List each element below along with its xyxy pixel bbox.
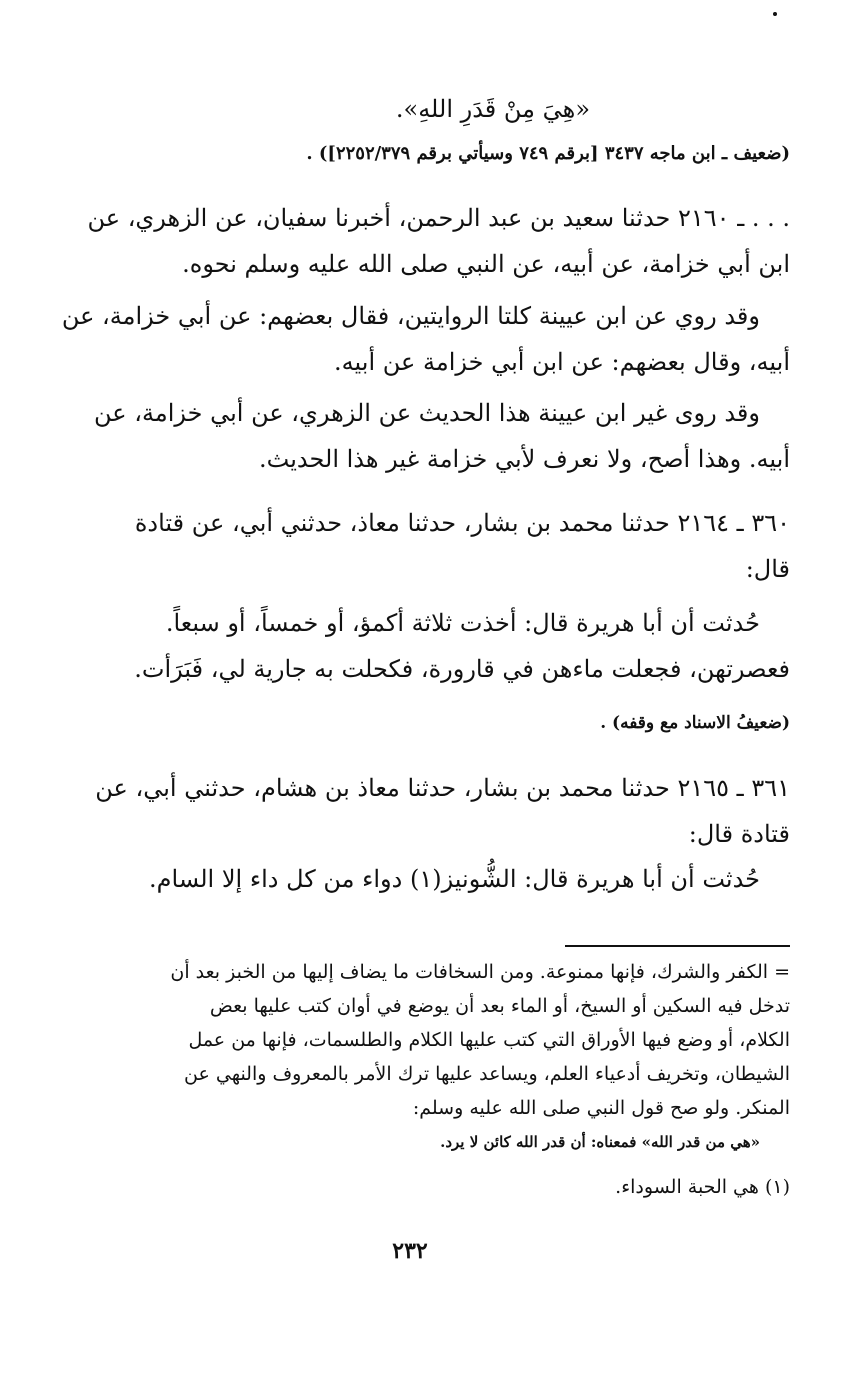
footnote-quote: «هي من قدر الله» فمعناه: أن قدر الله كائن لا يرد.: [440, 1133, 760, 1151]
page-number: ٢٣٢: [392, 1238, 428, 1264]
para-riwayah-line1: وقد روي عن ابن عيينة كلتا الروايتين، فقال بعضهم: عن أبي خزامة، عن: [61, 302, 760, 330]
hadith-360-grading: (ضعيفُ الاسناد مع وقفه) .: [600, 713, 790, 733]
hadith-360-grading-block: [30, 703, 790, 743]
footnote-1: (١) هي الحبة السوداء.: [615, 1176, 790, 1198]
hadith-2160-line1: . . . ـ ٢١٦٠ حدثنا سعيد بن عبد الرحمن، أخبرنا سفيان، عن الزهري، عن: [87, 204, 790, 232]
header-quote: «هِيَ مِنْ قَدَرِ اللهِ».: [395, 95, 590, 123]
footnote-line: تدخل فيه السكين أو السيخ، أو الماء بعد أن يوضع في أوان كتب عليها بعض: [209, 995, 790, 1017]
footnote-quote-block: [30, 1126, 790, 1158]
hadith-2160: [30, 195, 790, 287]
hadith-360-text2: فعصرتهن، فجعلت ماءهن في قارورة، فكحلت به جارية لي، فَبَرَأت.: [134, 655, 790, 683]
para-riwayah: [30, 293, 790, 385]
para-ghayr: [30, 390, 790, 482]
hadith-361-line1: ٣٦١ ـ ٢١٦٥ حدثنا محمد بن بشار، حدثنا معاذ بن هشام، حدثني أبي، عن: [95, 774, 790, 802]
hadith-360-text: [30, 600, 790, 692]
hadith-2160-line2: ابن أبي خزامة، عن أبيه، عن النبي صلى الله عليه وسلم نحوه.: [182, 250, 790, 278]
hadith-360-text1: حُدثت أن أبا هريرة قال: أخذت ثلاثة أكمؤ، أو خمساً، أو سبعاً.: [165, 609, 760, 637]
para-ghayr-line1: وقد روى غير ابن عيينة هذا الحديث عن الزهري، عن أبي خزامة، عن: [94, 399, 760, 427]
footnote-line: المنكر. ولو صح قول النبي صلى الله عليه وسلم:: [412, 1097, 790, 1119]
corner-dot: [773, 12, 777, 16]
hadith-361-line2: قتادة قال:: [688, 820, 790, 848]
book-page: [30, 0, 790, 1379]
footnote-line: = الكفر والشرك، فإنها ممنوعة. ومن السخافات ما يضاف إليها من الخبز بعد أن: [170, 961, 790, 983]
footnote-line: الشيطان، وتخريف أدعياء العلم، ويساعد عليها ترك الأمر بالمعروف والنهي عن: [184, 1063, 790, 1085]
header-grading-block: [30, 134, 790, 174]
hadith-361-text: [30, 856, 790, 902]
footnote-line: الكلام، أو وضع فيها الأوراق التي كتب عليها الكلام والطلسمات، فإنها من عمل: [188, 1029, 790, 1051]
hadith-360-line2: قال:: [745, 555, 790, 583]
para-ghayr-line2: أبيه. وهذا أصح، ولا نعرف لأبي خزامة غير هذا الحديث.: [259, 445, 790, 473]
header-grading: (ضعيف ـ ابن ماجه ٣٤٣٧ [برقم ٧٤٩ وسيأتي برقم ٢٢٥٢/٣٧٩]) .: [306, 143, 790, 164]
footnote-1-block: [30, 1170, 790, 1204]
hadith-361-text1: حُدثت أن أبا هريرة قال: الشُّونيز(١) دواء من كل داء إلا السام.: [149, 865, 760, 893]
footnote-continuation: [30, 955, 790, 1125]
hadith-360-line1: ٣٦٠ ـ ٢١٦٤ حدثنا محمد بن بشار، حدثنا معاذ، حدثني أبي، عن قتادة: [134, 509, 790, 537]
header-quote-block: [30, 86, 790, 132]
footnote-separator: [565, 945, 790, 947]
para-riwayah-line2: أبيه، وقال بعضهم: عن ابن أبي خزامة عن أبيه.: [334, 348, 790, 376]
hadith-360: [30, 500, 790, 592]
hadith-361: [30, 765, 790, 857]
